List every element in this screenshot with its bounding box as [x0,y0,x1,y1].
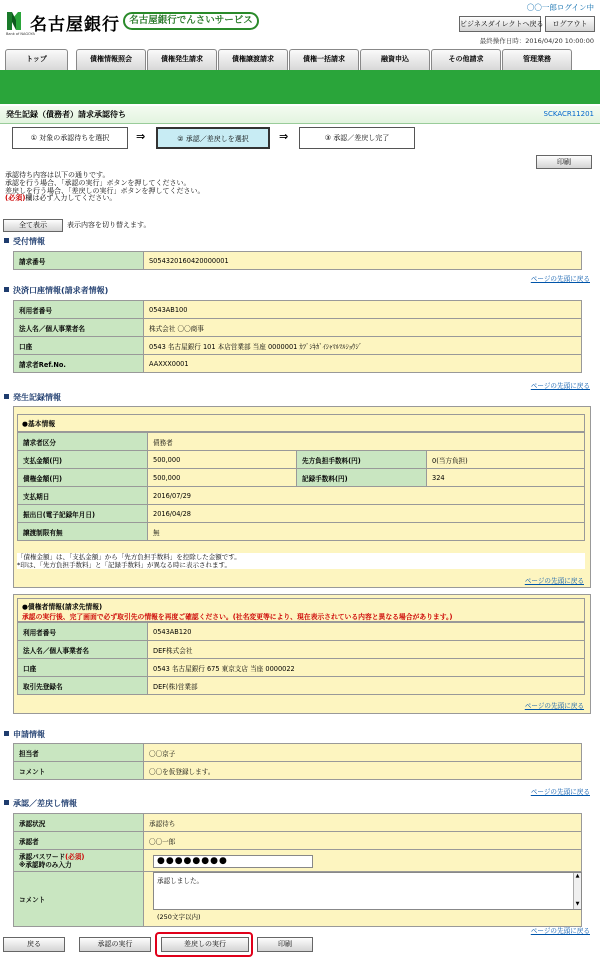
tab-transfer-request[interactable]: 債権譲渡請求 [218,49,288,70]
tab-loan-application[interactable]: 融資申込 [360,49,430,70]
approve-button[interactable]: 承認の実行 [79,937,151,952]
basic-info-header-bar [17,414,585,432]
settlement-table [13,300,582,373]
password-required-mark: (必須) [65,852,85,861]
label-payment-amount: 支払金額(円) [18,451,148,469]
step-arrow-icon: ⇒ [136,130,146,143]
note-line: *印は、「先方負担手数料」と「記録手数料」が異なる時に表示されます。 [17,561,231,569]
reception-table [13,251,582,270]
value-approver: 〇〇一郎 [144,832,582,850]
step-1: ① 対象の承認待ちを選択 [12,127,128,149]
creditor-header-bar [17,598,585,622]
section-title-reception: 受付情報 [4,236,45,247]
value-account: 0543 名古屋銀行 101 本店営業部 当座 0000001 ｶﾌﾞｼｷｶﾞｲｼｬﾏﾙﾏﾙｼｮｳｼﾞ [144,337,582,355]
value-payment-amount: 500,000 [148,451,297,469]
instruction-line: 差戻しを行う場合、「差戻しの実行」ボタンを押してください。 [5,186,205,195]
value-requester-type: 債務者 [148,433,585,451]
tab-management[interactable]: 管理業務 [502,49,572,70]
tab-bulk-request[interactable]: 債権一括請求 [289,49,359,70]
service-name-badge: 名古屋銀行でんさいサービス [123,12,259,30]
page-top-link[interactable]: ページの先頭に戻る [530,788,590,796]
print-button-bottom[interactable]: 印刷 [257,937,313,952]
label-approval-comment: コメント [14,872,144,927]
label-request-number: 請求番号 [14,252,144,270]
value-partner-registered-name: DEF(株)営業部 [148,677,585,695]
section-title-issuance: 発生記録情報 [4,392,61,403]
value-record-fee: 324 [427,469,585,487]
application-table [13,743,582,780]
password-sub-label: ※承認時のみ入力 [19,860,72,869]
note-line: 「債権金額」は、「支払金額」から「先方負担手数料」を控除した金額です。 [17,553,241,561]
page-top-link[interactable]: ページの先頭に戻る [524,702,584,710]
highlight-frame [155,932,253,957]
show-all-description: 表示内容を切り替えます。 [67,221,151,229]
print-button-top[interactable]: 印刷 [536,155,592,169]
instructions [5,172,205,203]
value-creditor-company: DEF株式会社 [148,641,585,659]
section-title-settlement: 決済口座情報(請求者情報) [4,285,108,296]
comment-limit-note: (250文字以内) [157,913,201,921]
biz-direct-button[interactable]: ビジネスダイレクトへ戻る [459,16,541,32]
value-counterparty-fee: 0(当方負担) [427,451,585,469]
bank-name: 名古屋銀行 [30,15,120,35]
creditor-warning: 承認の実行後、完了画面で必ず取引先の情報を再度ご確認ください。(社名変更等により、現在表示されている内容と異なる場合があります。) [22,613,453,621]
password-label: 承認パスワード [19,852,66,861]
value-company-name: 株式会社 〇〇商事 [144,319,582,337]
instruction-line: 承認待ち内容は以下の通りです。 [5,171,110,179]
last-operation-time: 最終操作日時：2016/04/20 10:00:00 [479,37,594,45]
label-requester-type: 請求者区分 [18,433,148,451]
login-user: 〇〇一郎ログイン中 [526,3,594,12]
label-record-fee: 記録手数料(円) [297,469,427,487]
value-transfer-restriction: 無 [148,523,585,541]
tab-claim-inquiry[interactable]: 債権情報照会 [76,49,146,70]
page-top-link[interactable]: ページの先頭に戻る [524,577,584,585]
basic-info-header: ●基本情報 [22,420,56,428]
instruction-line: 欄は必ず入力してください。 [25,194,117,203]
value-application-comment: 〇〇を仮登録します。 [144,762,582,780]
value-user-number: 0543AB100 [144,301,582,319]
tab-other-request[interactable]: その他請求 [431,49,501,70]
screen-id: SCKACR11201 [543,110,594,118]
bank-name-en: Bank of NAGOYA [6,32,35,36]
value-person-in-charge: 〇〇京子 [144,744,582,762]
label-approver: 承認者 [14,832,144,850]
sub-menu-bar [0,70,600,104]
label-approval-status: 承認状況 [14,814,144,832]
tab-top[interactable]: トップ [5,49,68,70]
page-top-link[interactable]: ページの先頭に戻る [530,927,590,935]
tab-issuance-request[interactable]: 債権発生請求 [147,49,217,70]
label-counterparty-fee: 先方負担手数料(円) [297,451,427,469]
label-due-date: 支払期日 [18,487,148,505]
show-all-button[interactable]: 全て表示 [3,219,63,232]
step-arrow-icon: ⇒ [279,130,289,143]
reject-button[interactable]: 差戻しの実行 [161,937,249,952]
creditor-table [17,622,585,695]
value-request-number: S054320160420000001 [144,252,582,270]
bank-logo-icon [6,10,22,32]
page-title: 発生記録（債務者）請求承認待ち [6,110,126,119]
label-approval-password [14,850,144,872]
page-top-link[interactable]: ページの先頭に戻る [530,275,590,283]
label-ref-no: 請求者Ref.No. [14,355,144,373]
section-title-approval: 承認／差戻し情報 [4,798,77,809]
label-account: 口座 [14,337,144,355]
logout-button[interactable]: ログアウト [545,16,595,32]
issuance-notes [17,553,585,569]
label-creditor-company: 法人名／個人事業者名 [18,641,148,659]
label-issue-date: 振出日(電子記録年月日) [18,505,148,523]
value-claim-amount: 500,000 [148,469,297,487]
back-button[interactable]: 戻る [3,937,65,952]
step-3: ③ 承認／差戻し完了 [299,127,415,149]
creditor-info-header: ●債権者情報(請求先情報) [22,603,103,611]
approval-password-input[interactable]: ●●●●●●●● [153,855,313,868]
required-mark: (必須) [5,194,26,203]
value-creditor-user-number: 0543AB120 [148,623,585,641]
label-claim-amount: 債権金額(円) [18,469,148,487]
section-title-application: 申請情報 [4,729,45,740]
step-2-current: ② 承認／差戻しを選択 [156,127,270,149]
approval-comment-textarea[interactable] [153,872,582,910]
label-partner-registered-name: 取引先登録名 [18,677,148,695]
comment-text: 承認しました。 [157,877,204,885]
label-creditor-account: 口座 [18,659,148,677]
label-company-name: 法人名／個人事業者名 [14,319,144,337]
label-transfer-restriction: 譲渡制限有無 [18,523,148,541]
value-issue-date: 2016/04/28 [148,505,585,523]
page-top-link[interactable]: ページの先頭に戻る [530,382,590,390]
comment-scrollbar[interactable]: ▲ ▼ [573,873,581,909]
instruction-line: 承認を行う場合、「承認の実行」ボタンを押してください。 [5,178,191,187]
label-creditor-user-number: 利用者番号 [18,623,148,641]
value-creditor-account: 0543 名古屋銀行 675 東京支店 当座 0000022 [148,659,585,677]
value-due-date: 2016/07/29 [148,487,585,505]
label-person-in-charge: 担当者 [14,744,144,762]
value-ref-no: AAXXX0001 [144,355,582,373]
label-user-number: 利用者番号 [14,301,144,319]
label-application-comment: コメント [14,762,144,780]
basic-info-table [17,432,585,541]
value-approval-status: 承認待ち [144,814,582,832]
